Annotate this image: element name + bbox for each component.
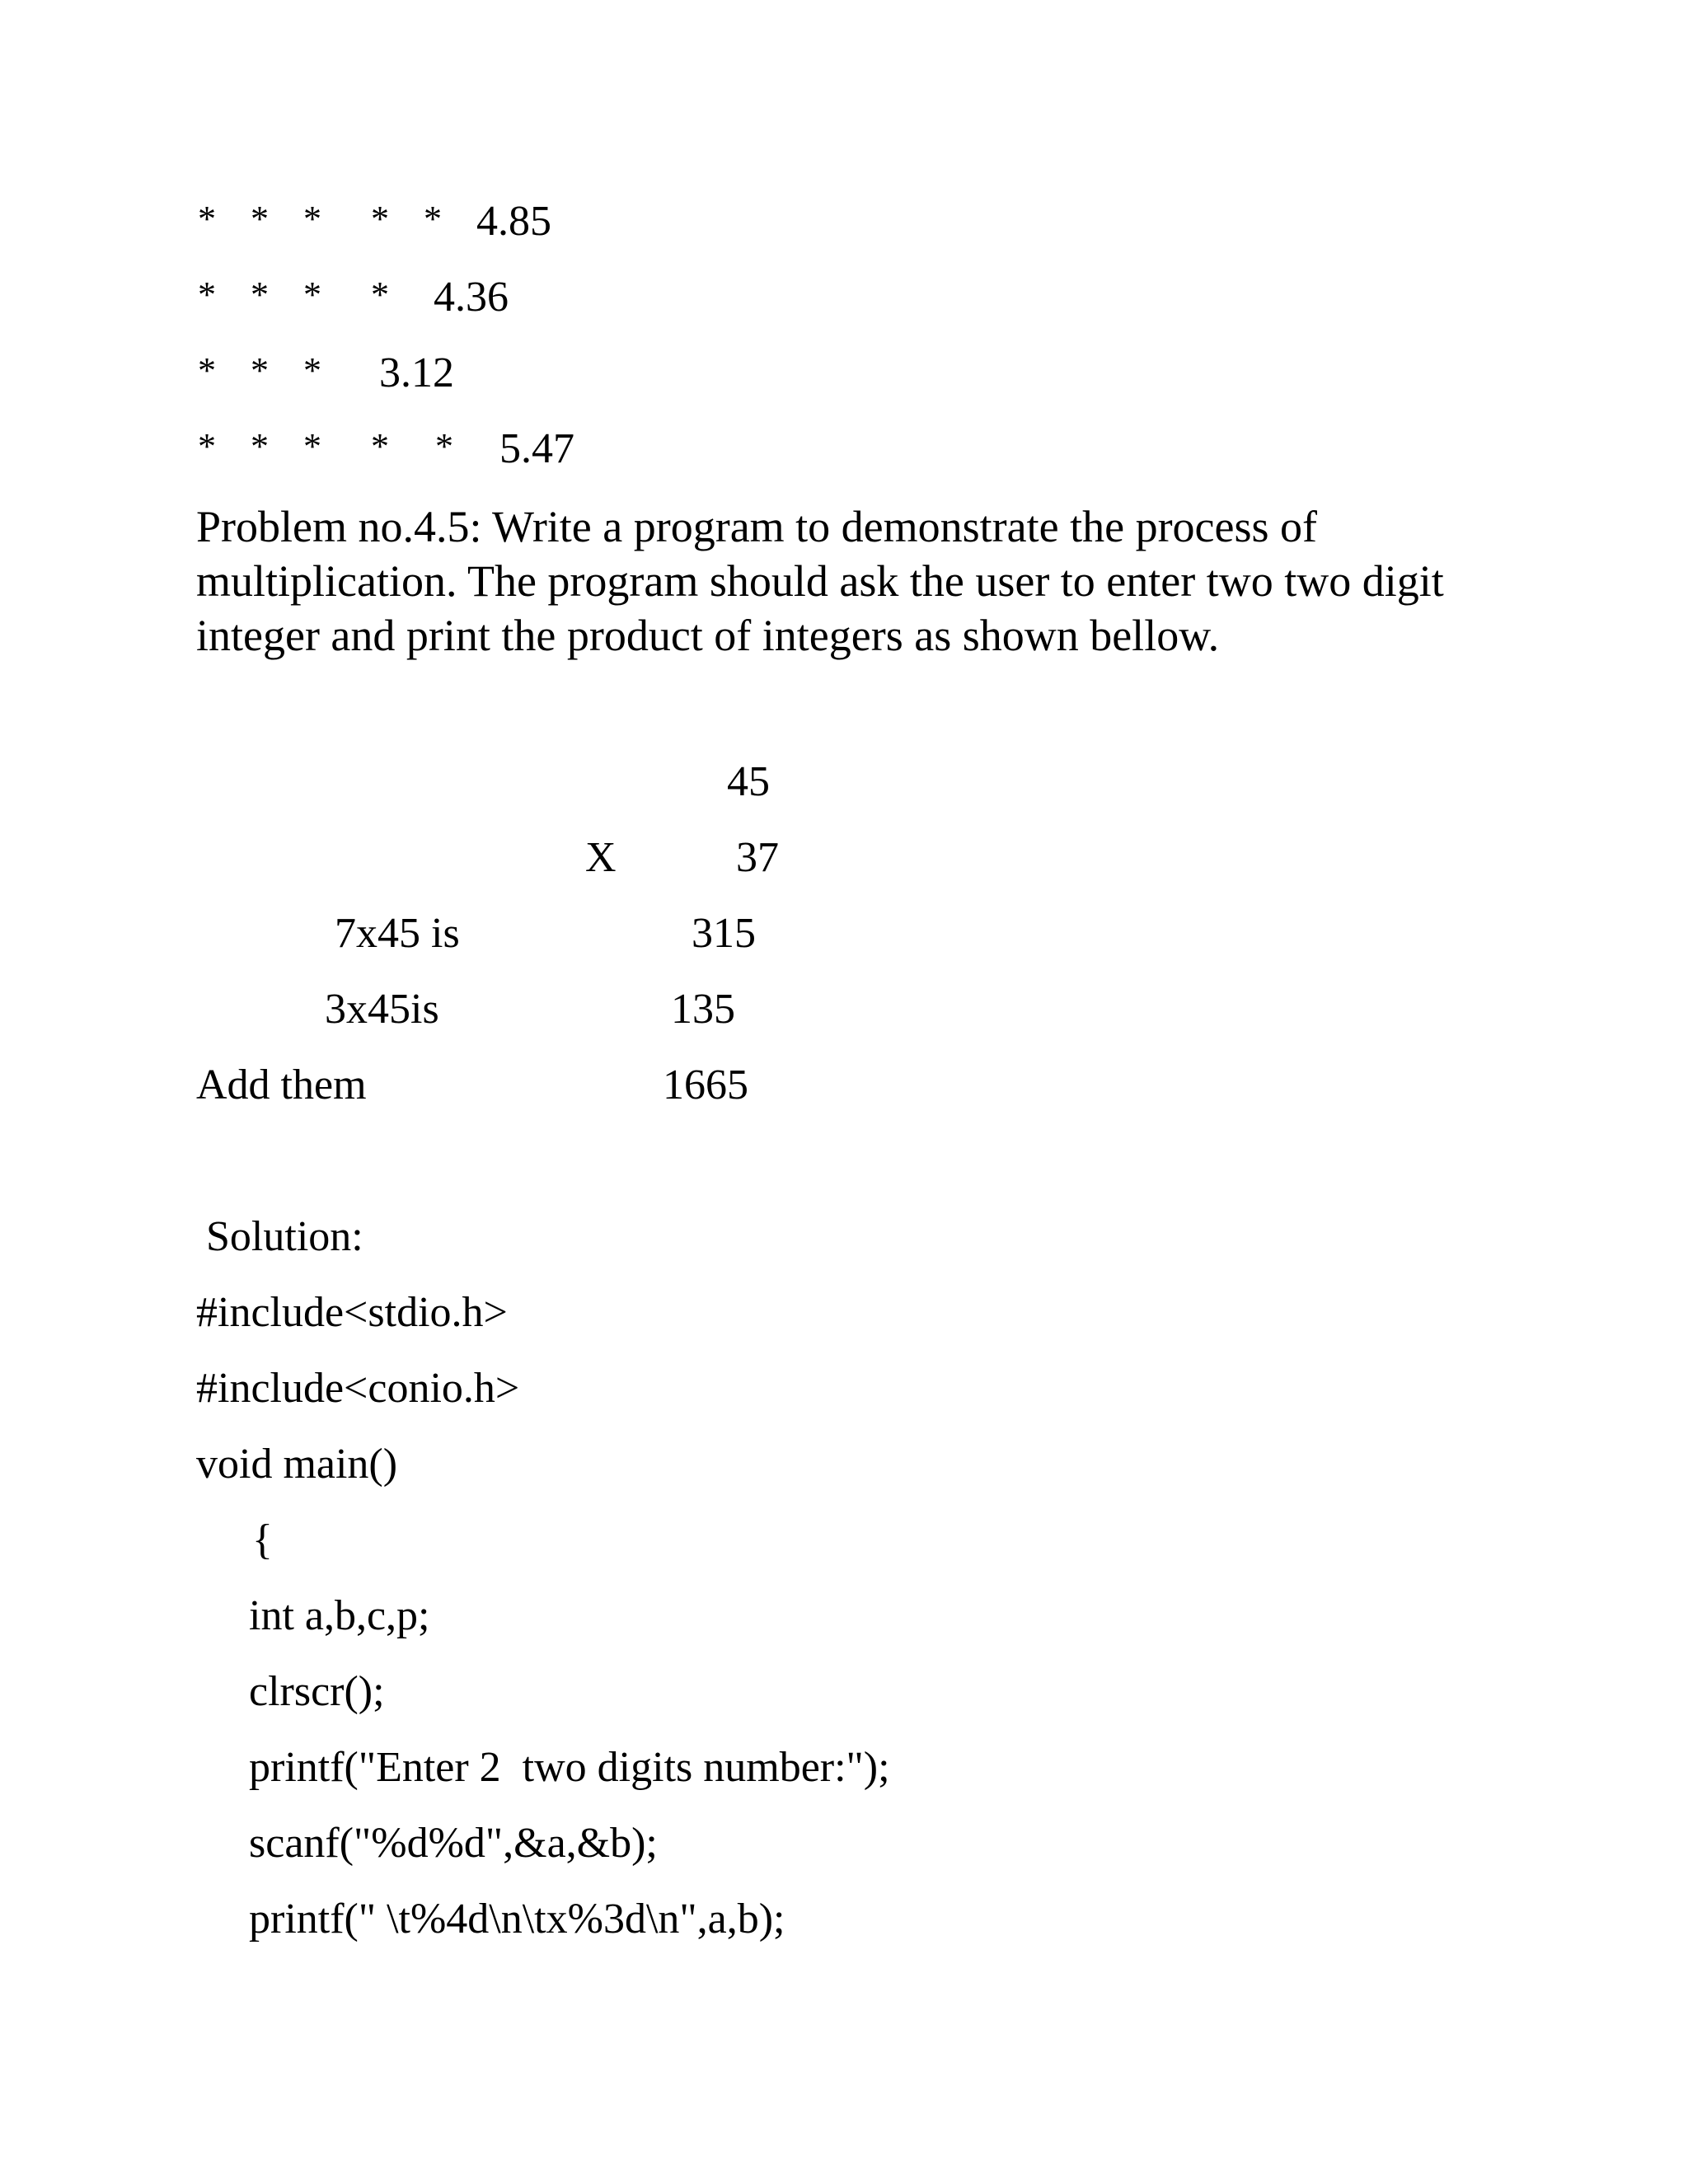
- code-line: printf(" \t%4d\n\tx%3d\n",a,b);: [249, 1896, 785, 1943]
- code-line: void main(): [196, 1441, 398, 1488]
- star: *: [251, 274, 269, 315]
- step2-value: 135: [671, 986, 735, 1033]
- star: *: [303, 426, 321, 466]
- step2-label: 3x45is: [325, 986, 439, 1033]
- star: *: [303, 274, 321, 315]
- solution-heading: Solution:: [206, 1213, 363, 1260]
- star: *: [424, 199, 442, 239]
- star: *: [198, 426, 216, 466]
- code-line: int a,b,c,p;: [249, 1592, 430, 1639]
- star: *: [198, 274, 216, 315]
- step1-value: 315: [692, 910, 756, 957]
- multiplier: 37: [736, 834, 779, 881]
- code-line: scanf("%d%d",&a,&b);: [249, 1820, 658, 1867]
- problem-statement: Problem no.4.5: Write a program to demonstrate the process of multiplication. The program should ask the user to enter two two digit integer and print the product of integers as shown bellow.: [196, 502, 1444, 660]
- times-sign: X: [585, 834, 617, 881]
- star-row-value: 3.12: [379, 349, 454, 396]
- star-row-value: 4.85: [476, 198, 551, 245]
- code-line: printf("Enter 2 two digits number:");: [249, 1744, 890, 1791]
- step1-label: 7x45 is: [335, 910, 460, 957]
- star-row-value: 4.36: [434, 274, 509, 321]
- star: *: [371, 199, 389, 239]
- multiplicand: 45: [727, 758, 770, 805]
- code-line: {: [252, 1516, 273, 1563]
- sum-value: 1665: [663, 1062, 748, 1108]
- star: *: [251, 426, 269, 466]
- code-line: #include<stdio.h>: [196, 1289, 508, 1336]
- star: *: [371, 426, 389, 466]
- star: *: [251, 199, 269, 239]
- star: *: [303, 350, 321, 391]
- sum-label: Add them: [196, 1062, 367, 1108]
- star: *: [251, 350, 269, 391]
- star-row-value: 5.47: [499, 425, 574, 472]
- star: *: [198, 350, 216, 391]
- star: *: [435, 426, 453, 466]
- code-line: #include<conio.h>: [196, 1365, 520, 1412]
- code-line: clrscr();: [249, 1668, 385, 1715]
- star: *: [303, 199, 321, 239]
- star: *: [371, 274, 389, 315]
- star: *: [198, 199, 216, 239]
